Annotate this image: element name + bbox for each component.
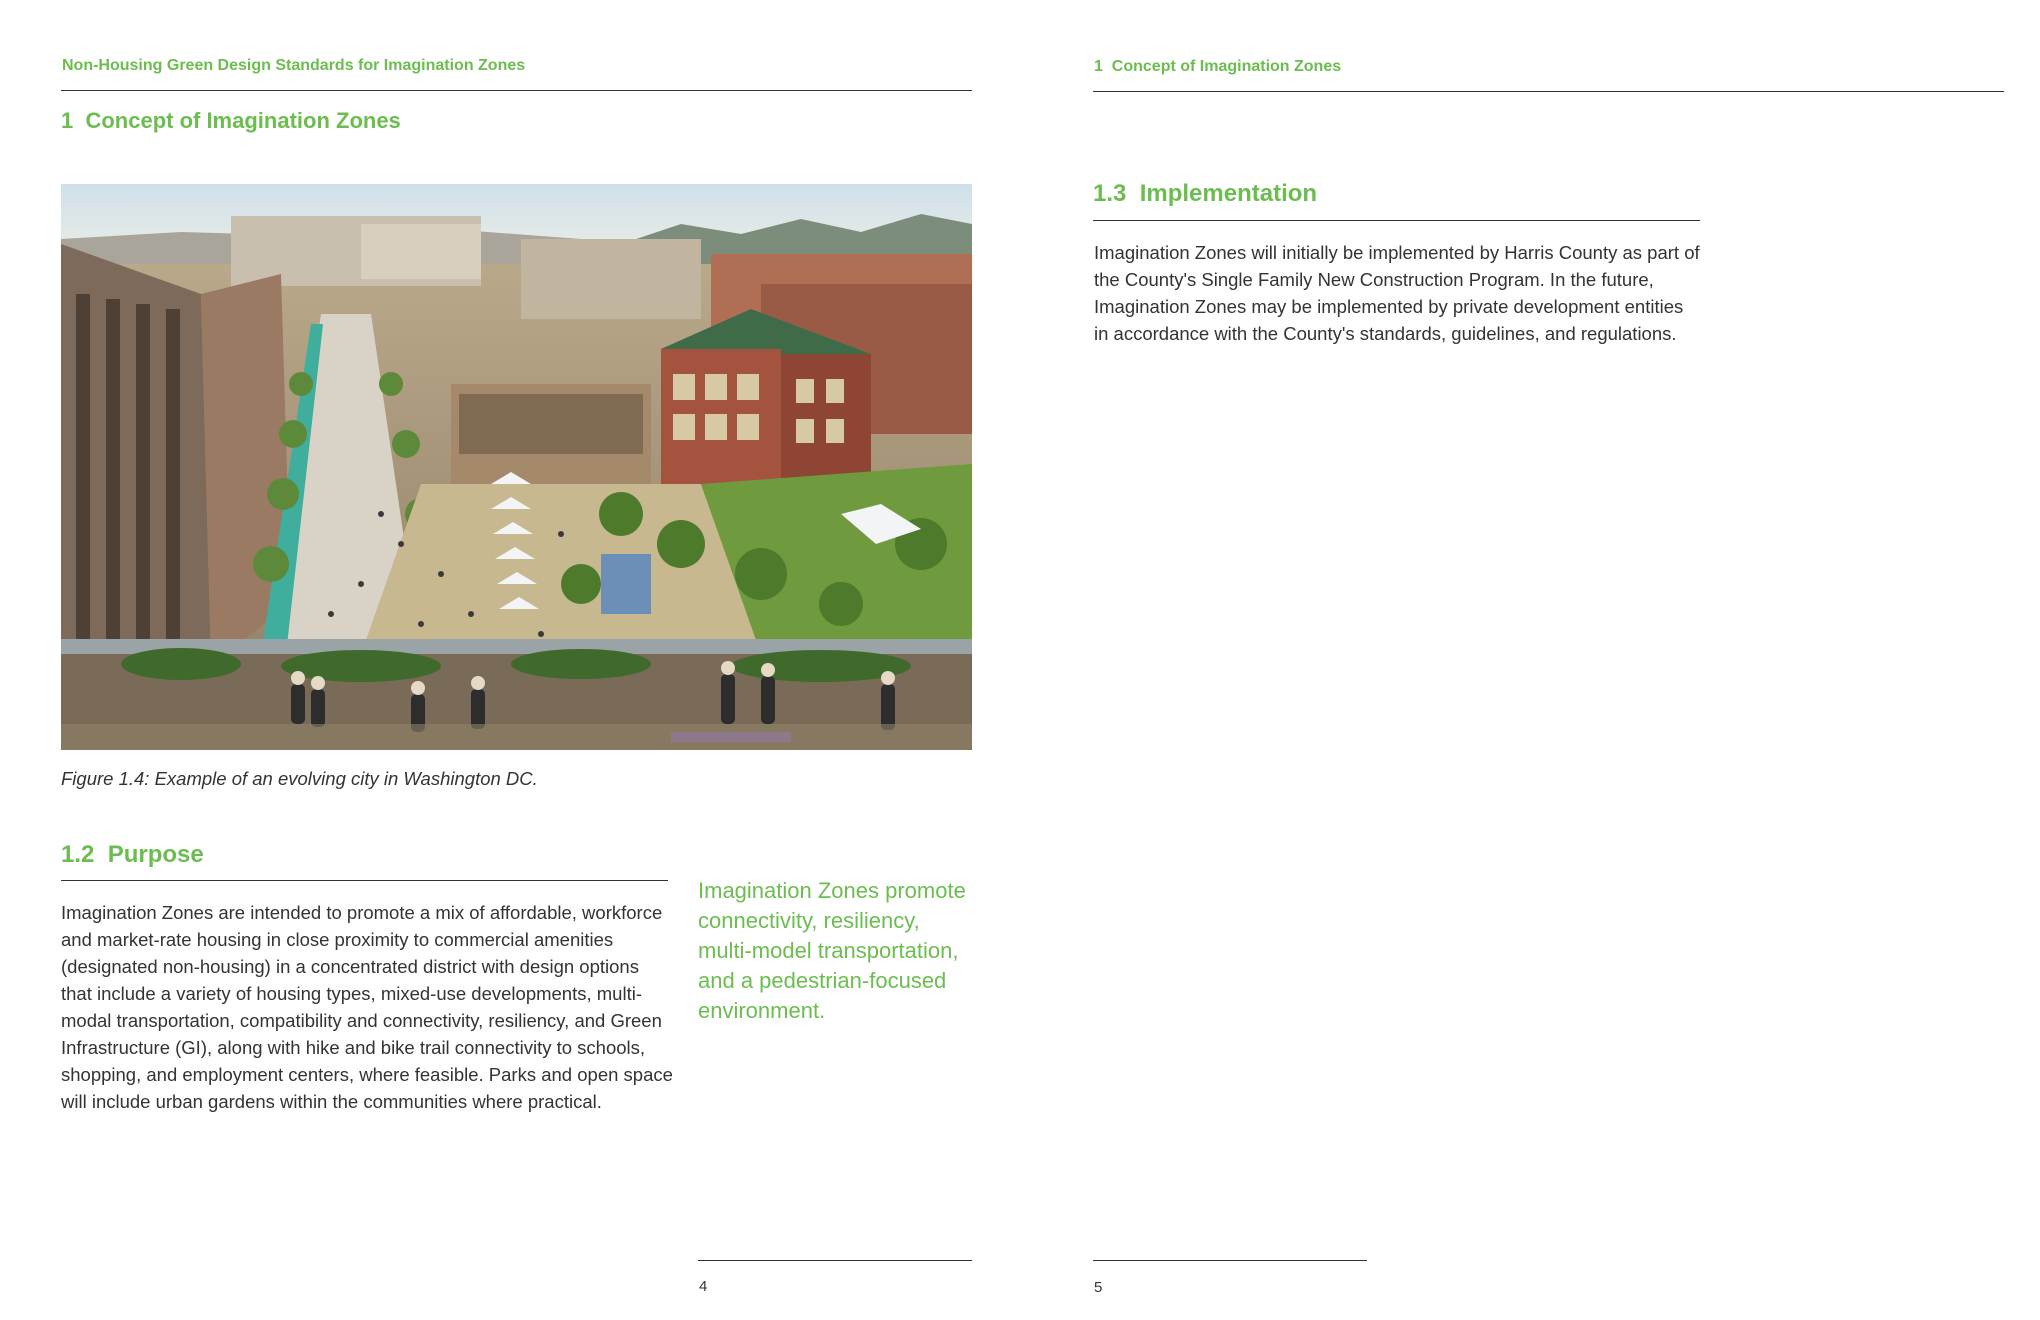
- figure-caption: Figure 1.4: Example of an evolving city in Washington DC.: [61, 768, 538, 789]
- implementation-heading-rule: [1093, 220, 1700, 221]
- right-header-rule: [1093, 91, 2004, 92]
- page-number-right: 5: [1094, 1279, 1103, 1296]
- purpose-body: Imagination Zones are intended to promote a mix of affordable, workforce and market-rate housing in close proximity to commercial amenities (designated non-housing) in a concentrated district with design options that include a variety of housing types, mixed-use developments, multi-modal transportation, compatibility and connectivity, resiliency, and Green Infrastructure (GI), along with hike and bike trail connectivity to schools, shopping, and employment centers, where feasible. Parks and open space will include urban gardens within the communities where practical.: [61, 902, 673, 1112]
- purpose-heading-rule: [61, 880, 668, 881]
- left-footer-rule: [698, 1260, 972, 1261]
- right-footer-rule: [1093, 1260, 1367, 1261]
- section-heading-purpose: 1.2 Purpose: [61, 841, 204, 868]
- section-heading-implementation: 1.3 Implementation: [1093, 180, 1318, 207]
- right-running-head: 1 Concept of Imagination Zones: [1094, 58, 1342, 75]
- implementation-body: Imagination Zones will initially be implemented by Harris County as part of the County's Single Family New Construction Program. In the future, Imagination Zones may be implemented by private development entities in accordance with the County's standards, guidelines, and regulations.: [1094, 242, 1700, 344]
- page-number-left: 4: [699, 1278, 708, 1295]
- pull-quote: Imagination Zones promote connectivity, resiliency, multi-model transportation, and a pedestrian-focused environment.: [698, 878, 966, 1023]
- left-running-head: Non-Housing Green Design Standards for Imagination Zones: [62, 57, 526, 74]
- chapter-title: 1 Concept of Imagination Zones: [61, 108, 401, 133]
- left-header-rule: [61, 90, 972, 91]
- figure-image: [61, 184, 972, 750]
